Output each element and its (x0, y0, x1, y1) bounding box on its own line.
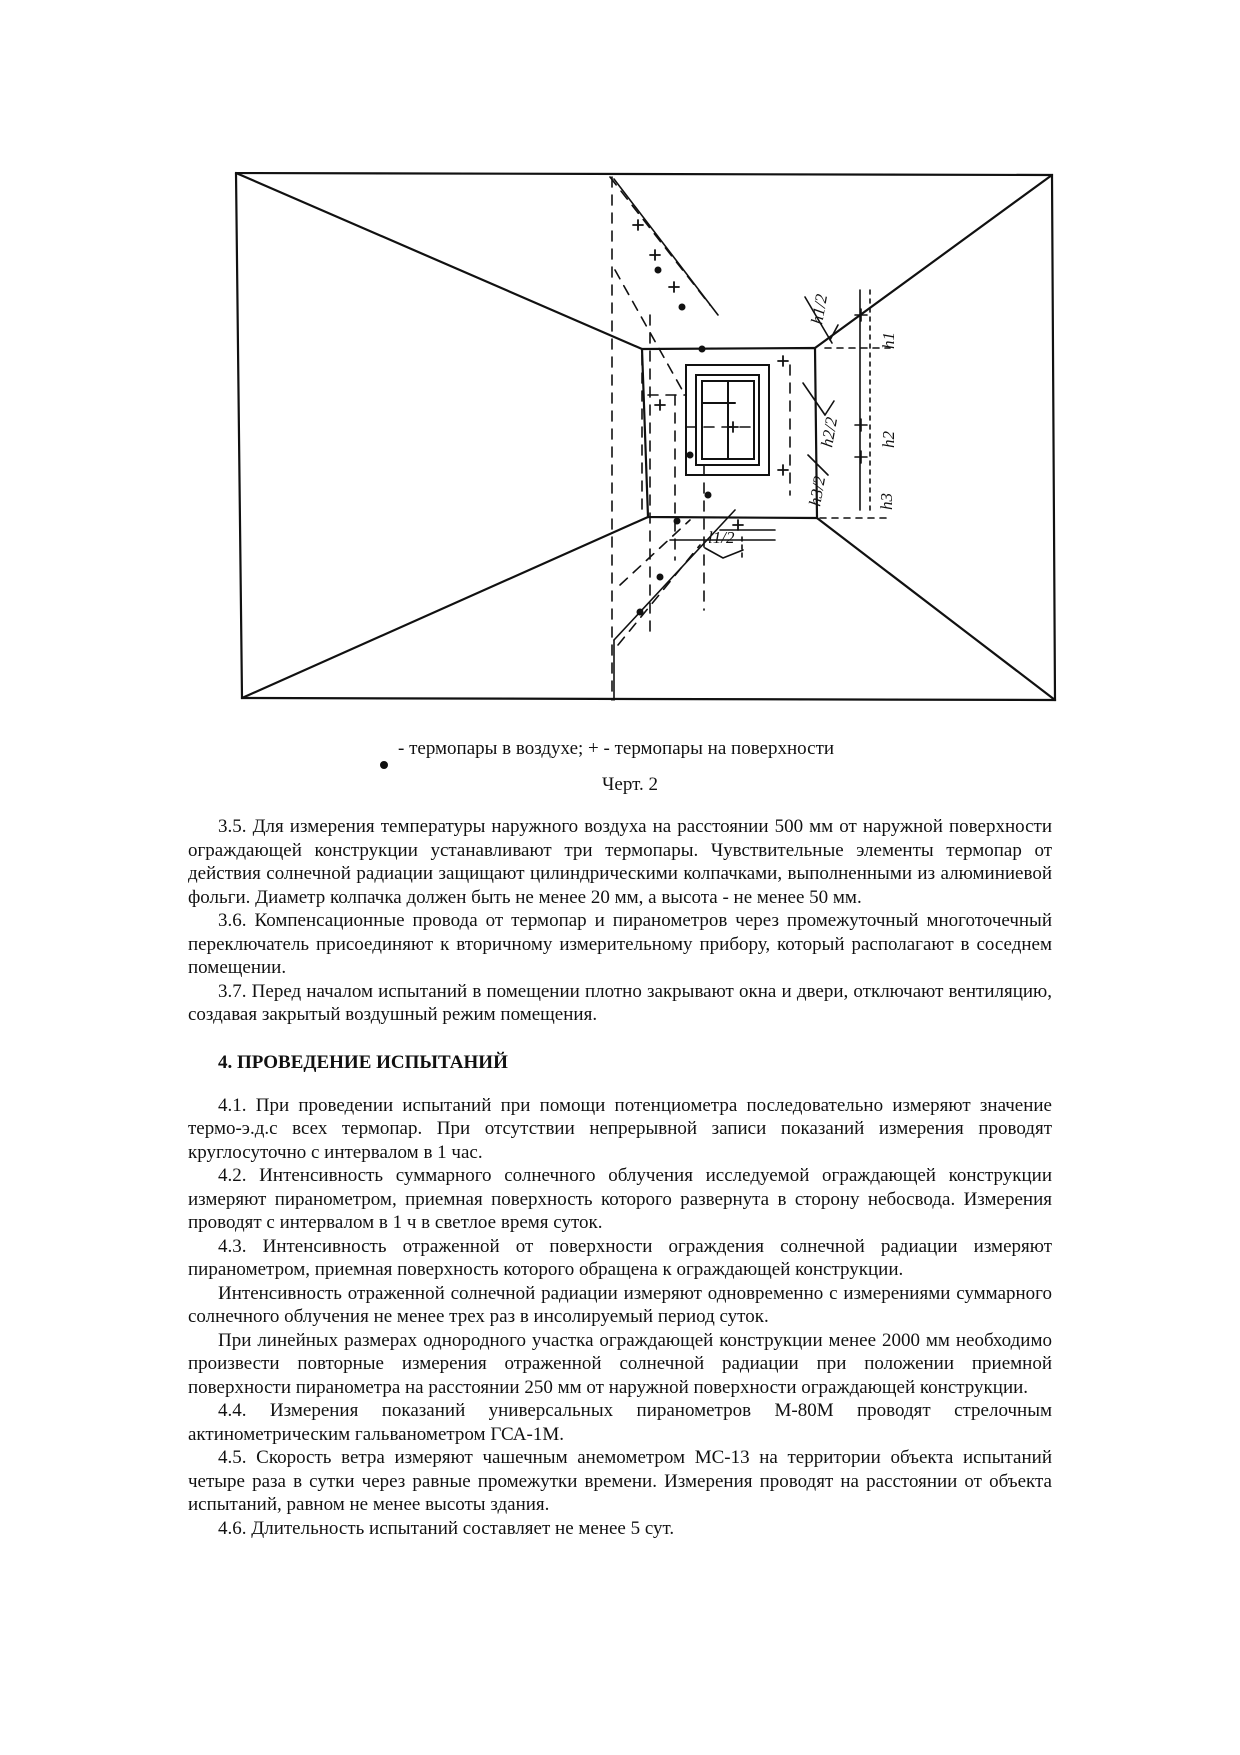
paragraph-4-5: 4.5. Скорость ветра измеряют чашечным анемометром МС-13 на территории объекта испытаний четыре раза в сутки через равные промежутки времени. Измерения проводят на расстоянии от объекта испытаний, равном не менее высоты здания. (188, 1447, 1052, 1515)
paragraph-4-1: 4.1. При проведении испытаний при помощи потенциометра последовательно измеряют значение термо-э.д.с всех термопар. При отсутствии непрерывной записи показаний измерения проводят круглосуточно с интервалом в 1 час. (188, 1094, 1052, 1163)
label-h1-half: h1/2 (807, 292, 832, 326)
label-l1-half: l1/2 (708, 528, 735, 547)
paragraph-4-2: 4.2. Интенсивность суммарного солнечного облучения исследуемой ограждающей конструкции измеряют пиранометром, приемная поверхность которого развернута в сторону небосвода. Измерения проводят с интервалом в 1 ч в светлое время суток. (188, 1165, 1052, 1233)
label-h2-half: h2/2 (817, 415, 842, 449)
legend-text: - термопары в воздухе; + - термопары на поверхности (398, 738, 835, 759)
diagonal-top-right (815, 175, 1052, 348)
room-perspective-diagram (230, 165, 1070, 705)
paragraph-3-7: 3.7. Перед началом испытаний в помещении плотно закрывают окна и двери, отключают вентиляцию, создавая закрытый воздушный режим помещения. (188, 980, 1052, 1025)
paragraph-3-5: 3.5. Для измерения температуры наружного воздуха на расстоянии 500 мм от наружной поверхности ограждающей конструкции устанавливают три термопары. Чувствительные элементы термопар от действия солнечной радиации защищают цилиндрическими колпачками, выполненными из алюминиевой фольги. Диаметр колпачка должен быть не менее 20 мм, а высота - не менее 50 мм. (188, 816, 1052, 908)
diagonal-bottom-right (817, 518, 1055, 700)
label-h2: h2 (879, 431, 898, 448)
figure-caption: Черт. 2 (602, 774, 658, 795)
label-h3: h3 (877, 493, 896, 510)
dot-marker-icon (380, 761, 388, 769)
diagonal-bottom-left (242, 517, 648, 698)
label-h3-half: h3/2 (805, 474, 830, 508)
document-body (188, 815, 1052, 1540)
label-h1: h1 (879, 332, 898, 349)
air-thermocouples (637, 267, 712, 616)
paragraph-4-4: 4.4. Измерения показаний универсальных пиранометров М-80М проводят стрелочным актинометрическим гальванометром ГСА-1М. (188, 1400, 1052, 1445)
paragraph-4-6: 4.6. Длительность испытаний составляет не менее 5 сут. (218, 1517, 675, 1539)
paragraph-4-3-b: Интенсивность отраженной солнечной радиации измеряют одновременно с измерениями суммарного солнечного облучения не менее трех раз в инсолируемый период суток. (188, 1282, 1052, 1327)
section-line-upper (614, 179, 718, 315)
paragraph-4-3-c: При линейных размерах однородного участка ограждающей конструкции менее 2000 мм необходимо произвести повторные измерения отраженной солнечной радиации при положении приемной поверхности пиранометра на расстоянии 250 мм от наружной поверхности ограждающей конструкции. (188, 1329, 1052, 1398)
paragraph-3-6: 3.6. Компенсационные провода от термопар и пиранометров через промежуточный многоточечный переключатель присоединяют к вторичному измерительному прибору, который располагают в соседнем помещении. (188, 910, 1052, 978)
section-4-heading: 4. ПРОВЕДЕНИЕ ИСПЫТАНИЙ (218, 1051, 508, 1073)
figure-legend (380, 737, 940, 761)
paragraph-4-3: 4.3. Интенсивность отраженной от поверхности ограждения солнечной радиации измеряют пиранометром, приемная поверхность которого обращена к ограждающей конструкции. (188, 1235, 1052, 1280)
diagonal-top-left (236, 173, 642, 349)
